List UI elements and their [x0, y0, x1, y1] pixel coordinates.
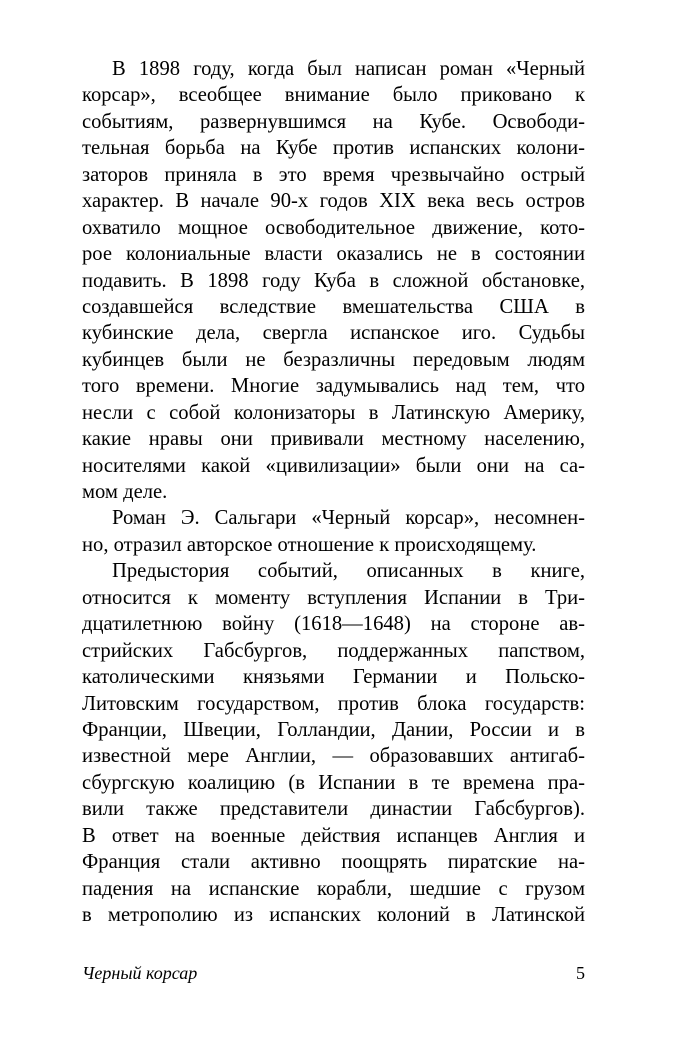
paragraph-2-line: Роман Э. Сальгари «Черный корсар», несомнен- [112, 507, 585, 530]
paragraph-3-line: падения на испанские корабли, шедшие с грузом [82, 877, 585, 900]
paragraph-3-line: относится к моменту вступления Испании в Три- [82, 586, 585, 609]
paragraph-1-line: мом деле. [82, 481, 168, 503]
page-number: 5 [576, 963, 585, 983]
paragraph-1-line: событиям, развернувшимся на Кубе. Освободи- [82, 110, 585, 133]
paragraph-1-line: охватило мощное освободительное движение, кото- [82, 216, 585, 239]
paragraph-1-line: подавить. В 1898 году Куба в сложной обстановке, [82, 269, 585, 292]
paragraph-3-line: Литовским государством, против блока государств: [82, 692, 585, 715]
paragraph-3-line: Франции, Швеции, Голландии, Дании, России и в [82, 718, 585, 741]
paragraph-1-line: корсар», всеобщее внимание было приковано к [82, 84, 585, 107]
paragraph-1-line: кубинские дела, свергла испанское иго. Судьбы [82, 322, 585, 345]
running-title: Черный корсар [82, 963, 198, 983]
paragraph-1-line: какие нравы они прививали местному населению, [82, 428, 585, 451]
paragraph-1-line: того времени. Многие задумывались над тем, что [82, 375, 585, 398]
paragraph-3-line: сбургскую коалицию (в Испании в те времена пра- [82, 771, 585, 794]
paragraph-3-line: В ответ на военные действия испанцев Англия и [82, 824, 585, 847]
paragraph-1-line: создавшейся вследствие вмешательства США в [82, 295, 585, 318]
paragraph-1-line: В 1898 году, когда был написан роман «Черный [112, 58, 585, 80]
paragraph-1-line: тельная борьба на Кубе против испанских колони- [82, 137, 585, 160]
paragraph-2-line: но, отразил авторское отношение к происходящему. [82, 533, 537, 556]
paragraph-3-line: католическими князьями Германии и Польско- [82, 666, 585, 689]
paragraph-3-line: стрийских Габсбургов, поддержанных папством, [82, 639, 585, 662]
paragraph-3-line: Предыстория событий, описанных в книге, [112, 560, 585, 583]
paragraph-1-line: заторов приняла в это время чрезвычайно острый [82, 163, 585, 186]
paragraph-1-line: кубинцев были не безразличны передовым людям [82, 348, 585, 371]
paragraph-3-line: в метрополию из испанских колоний в Латинской [82, 904, 585, 926]
paragraph-1-line: несли с собой колонизаторы в Латинскую Америку, [82, 401, 585, 424]
paragraph-1-line: рое колониальные власти оказались не в состоянии [82, 243, 585, 266]
page-footer [82, 958, 585, 988]
paragraph-1-line: характер. В начале 90-х годов XIX века весь остров [82, 190, 585, 213]
paragraph-3-line: Франция стали активно поощрять пиратские на- [82, 851, 585, 874]
paragraph-3-line: известной мере Англии, — образовавших антигаб- [82, 745, 585, 768]
paragraph-1-line: носителями какой «цивилизации» были они на са- [82, 454, 585, 477]
paragraph-3-line: вили также представители династии Габсбургов). [82, 798, 585, 821]
body-text [82, 56, 585, 928]
paragraph-3-line: дцатилетнюю войну (1618—1648) на стороне ав- [82, 613, 585, 636]
